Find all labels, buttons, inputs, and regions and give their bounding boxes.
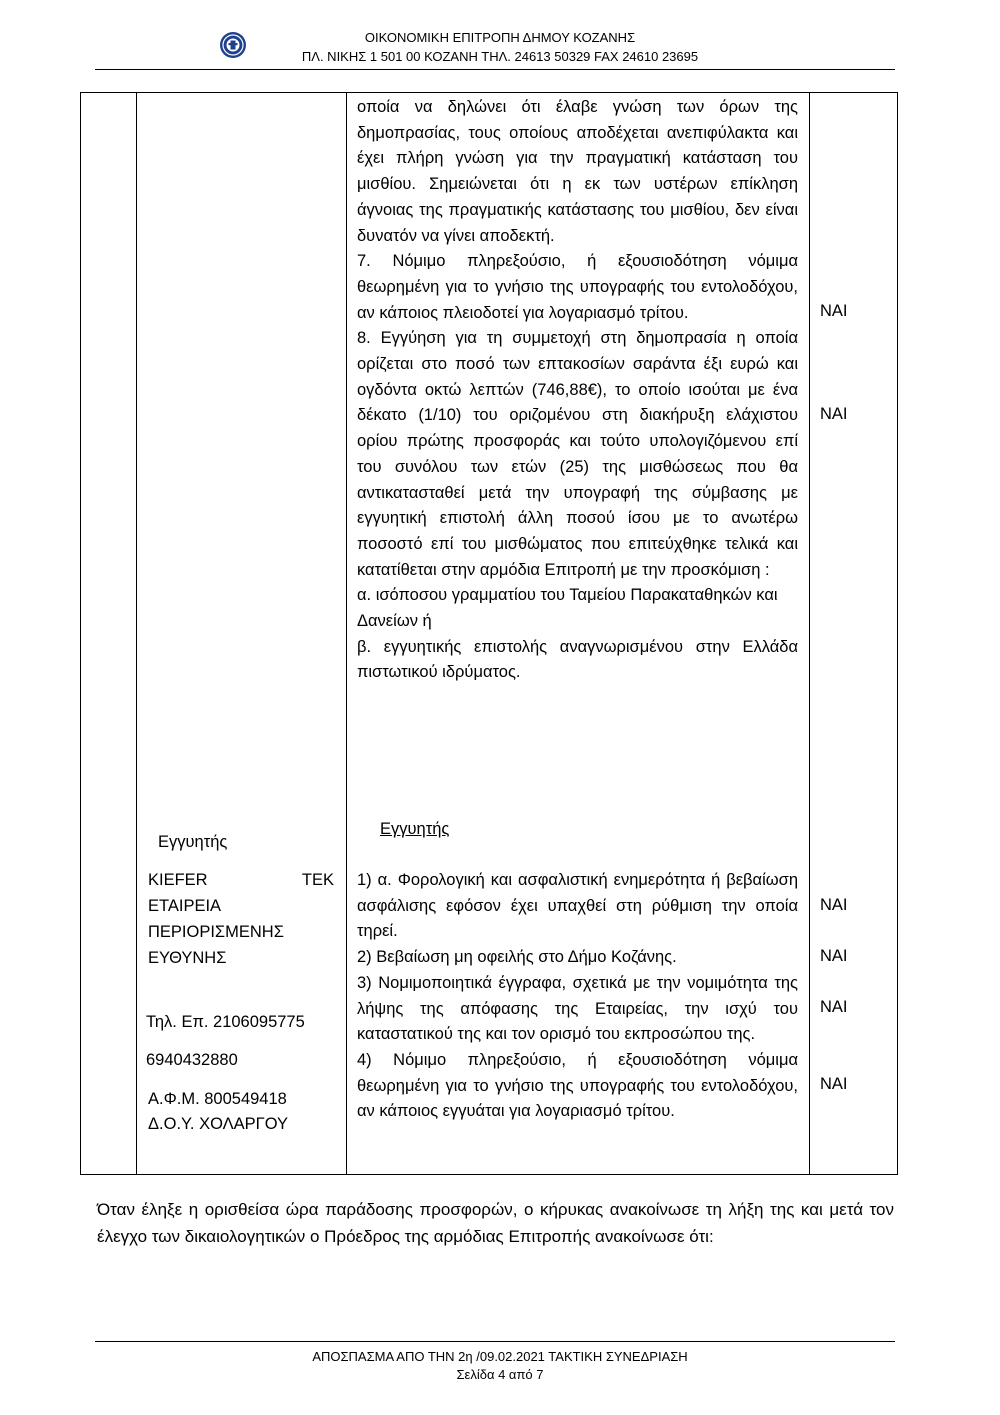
- page-header: [0, 0, 1000, 75]
- status-yes: ΝΑΙ: [820, 998, 848, 1016]
- table-column-divider: [809, 93, 810, 1174]
- guarantor-item-2: 2) Βεβαίωση μη οφειλής στο Δήμο Κοζάνης.: [357, 948, 677, 967]
- guarantor-requirements: [357, 868, 798, 1125]
- footer-session: ΑΠΟΣΠΑΣΜΑ ΑΠΟ ΤΗΝ 2η /09.02.2021 ΤΑΚΤΙΚΗ ΣΥΝΕΔΡΙΑΣΗ: [312, 1349, 688, 1364]
- guarantor-doy: Δ.Ο.Υ. ΧΟΛΑΡΓΟΥ: [148, 1115, 289, 1133]
- header-divider: [95, 69, 895, 70]
- status-yes: ΝΑΙ: [820, 302, 848, 320]
- header-title: ΟΙΚΟΝΟΜΙΚΗ ΕΠΙΤΡΟΠΗ ΔΗΜΟΥ ΚΟΖΑΝΗΣ: [364, 30, 636, 45]
- footer-divider: [95, 1341, 895, 1342]
- guarantor-item-4: 4) Νόμιμο πληρεξούσιο, ή εξουσιοδότηση νόμιμα θεωρημένη για το γνήσιο της υπογραφής του εντολοδόχου, αν κάποιος εγγυάται για λογαριασμό τρίτου.: [357, 1050, 798, 1121]
- guarantor-name-line: ΕΥΘΥΝΗΣ: [148, 949, 227, 967]
- header-address: ΠΛ. ΝΙΚΗΣ 1 501 00 ΚΟΖΑΝΗ ΤΗΛ. 24613 50329 FAX 24610 23695: [301, 49, 699, 64]
- municipal-seal-icon: [219, 31, 247, 59]
- guarantor-heading: Εγγυητής: [380, 820, 450, 838]
- status-yes: ΝΑΙ: [820, 896, 848, 914]
- status-yes: ΝΑΙ: [820, 947, 848, 965]
- requirement-item-8a: α. ισόποσου γραμματίου του Ταμείου Παρακαταθηκών και Δανείων ή: [357, 586, 778, 631]
- guarantor-phone: Τηλ. Επ. 2106095775: [146, 1013, 305, 1031]
- requirement-item-8b: β. εγγυητικής επιστολής αναγνωρισμένου στην Ελλάδα πιστωτικού ιδρύματος.: [357, 637, 798, 682]
- closing-paragraph: Όταν έληξε η ορισθείσα ώρα παράδοσης προσφορών, ο κήρυκας ανακοίνωσε τη λήξη της και μετά τον έλεγχο των δικαιολογητικών ο Πρόεδρος της αρμόδιας Επιτροπής ανακοίνωσε ότι:: [97, 1200, 894, 1246]
- guarantor-name-line: ΠΕΡΙΟΡΙΣΜΕΝΗΣ: [148, 923, 284, 941]
- requirement-paragraph: οποία να δηλώνει ότι έλαβε γνώση των όρων της δημοπρασίας, τους οποίους αποδέχεται ανεπιφύλακτα και έχει πλήρη γνώση για την πραγματική κατάσταση του μισθίου. Σημειώνεται ότι η εκ των υστέρων επίκληση άγνοιας της πραγματικής κατάστασης του μισθίου, δεν είναι δυνατόν να γίνει αποδεκτή.: [357, 98, 798, 245]
- requirement-item-7: 7. Νόμιμο πληρεξούσιο, ή εξουσιοδότηση νόμιμα θεωρημένη για το γνήσιο της υπογραφής του εντολοδόχου, αν κάποιος πλειοδοτεί για λογαριασμό τρίτου.: [357, 252, 798, 322]
- guarantor-mobile: 6940432880: [146, 1051, 238, 1069]
- guarantor-item-3: 3) Νομιμοποιητικά έγγραφα, σχετικά με την νομιμότητα της λήψης της απόφασης της Εταιρείας, την ισχύ του καταστατικού της και τον ορισμό του εκπροσώπου της.: [357, 973, 798, 1044]
- guarantor-item-1: 1) α. Φορολογική και ασφαλιστική ενημερότητα ή βεβαίωση ασφάλισης εφόσον έχει υπαχθεί στη ρύθμιση την οποία τηρεί.: [357, 871, 798, 941]
- status-yes: ΝΑΙ: [820, 1075, 848, 1093]
- table-column-divider: [346, 93, 347, 1174]
- page-number: Σελίδα 4 από 7: [456, 1367, 544, 1382]
- requirement-item-8: 8. Εγγύηση για τη συμμετοχή στη δημοπρασία η οποία ορίζεται στο ποσό των επτακοσίων σαράντα έξι ευρώ και ογδόντα οκτώ λεπτών (746,88€), το οποίο ισούται με ένα δέκατο (1/10) του οριζομένου στη διακήρυξη ελάχιστου ορίου πρώτης προσφοράς και τούτο υπολογιζόμενου επί του συνόλου των ετών (25) της μισθώσεως που θα αντικατασταθεί μετά την υπογραφή της σύμβασης με εγγυητική επιστολή άλλη ποσού ίσου με το ανωτέρω ποσοστό επί του μισθώματος που επιτεύχθηκε τελικά και κατατίθεται στην αρμόδια Επιτροπή με την προσκόμιση :: [357, 329, 798, 579]
- guarantor-label: Εγγυητής: [158, 833, 228, 851]
- guarantor-name-line: ΕΤΑΙΡΕΙΑ: [148, 897, 222, 915]
- guarantor-name-line: KIEFER ΤΕΚ: [148, 871, 334, 889]
- status-yes: ΝΑΙ: [820, 405, 848, 423]
- requirements-text: [357, 95, 798, 686]
- table-column-divider: [136, 93, 137, 1174]
- guarantor-afm: Α.Φ.Μ. 800549418: [148, 1090, 287, 1108]
